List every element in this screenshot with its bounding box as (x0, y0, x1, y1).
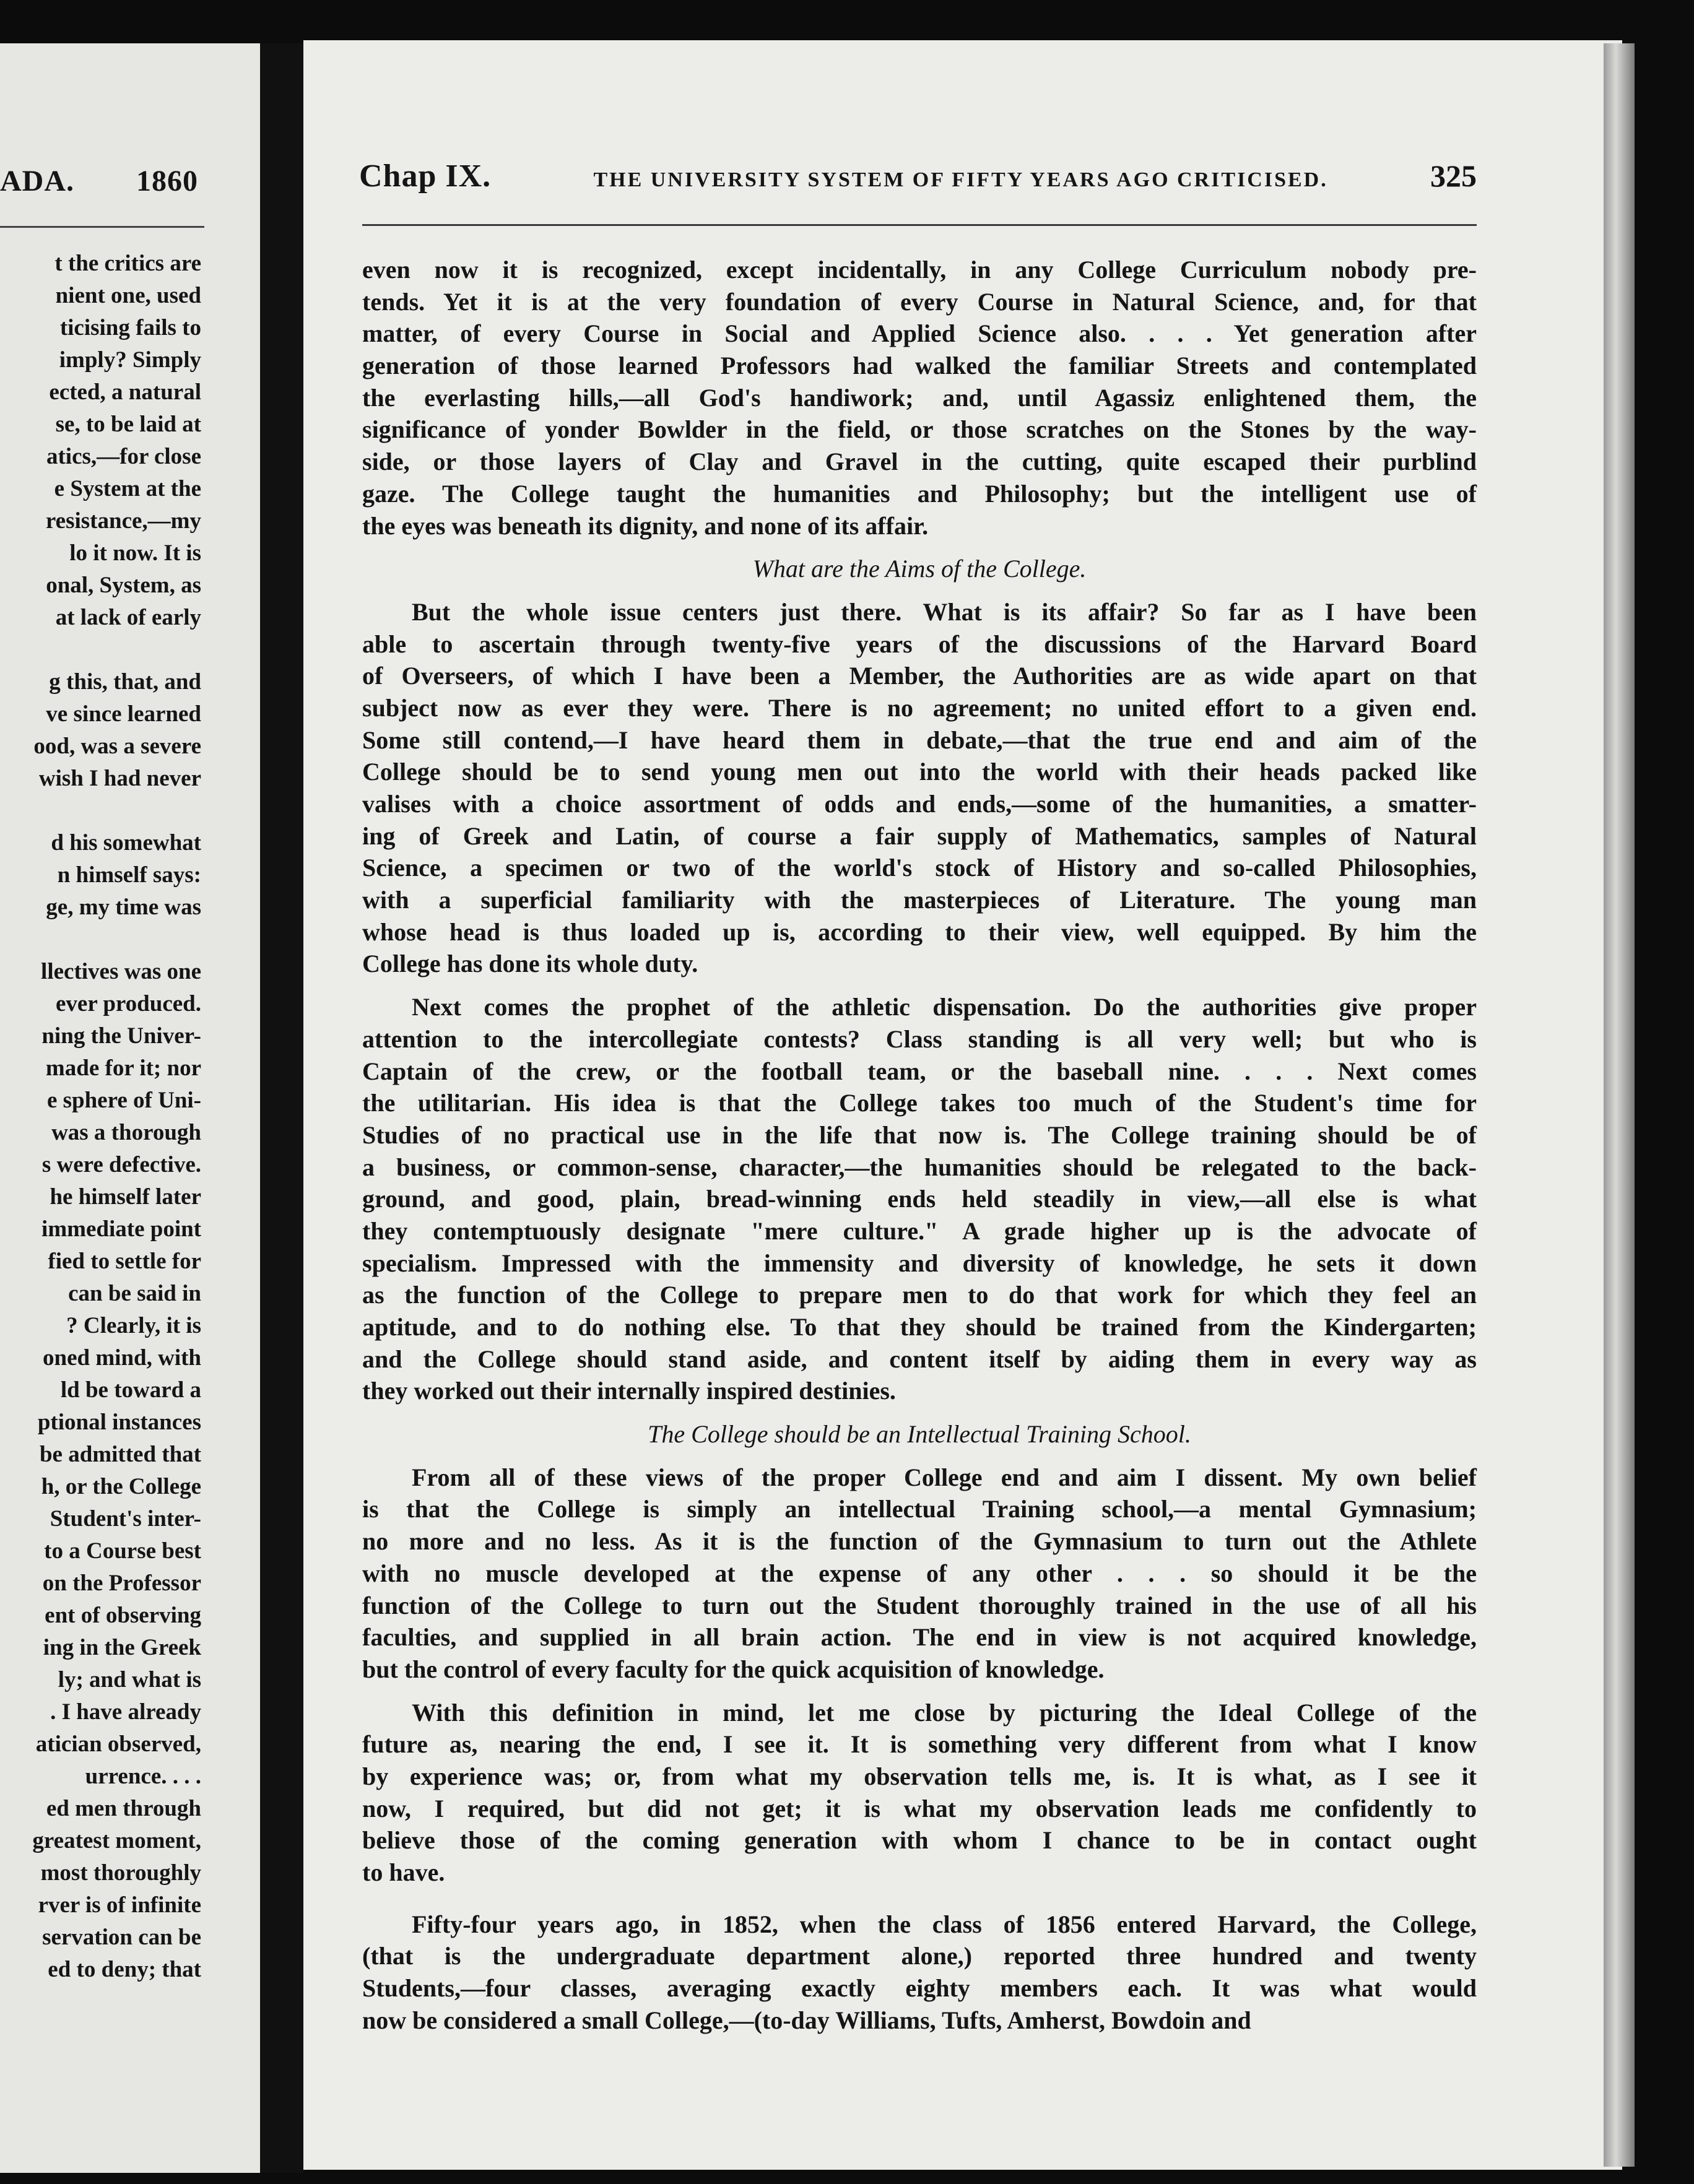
text-line: generation of those learned Professors had walked the familiar Streets and contemplated (362, 352, 1477, 380)
left-page-line: nient one, used (55, 283, 201, 308)
text-line: the everlasting hills,—all God's handiwork; and, until Agassiz enlightened them, the (362, 383, 1477, 412)
text-line: believe those of the coming generation with whom I chance to be in contact ought (362, 1826, 1477, 1855)
left-page-line: immediate point (41, 1216, 201, 1242)
left-page-line: at lack of early (55, 605, 201, 630)
text-line: College should be to send young men out into the world with their heads packed like (362, 758, 1477, 786)
text-line: significance of yonder Bowlder in the field, or those scratches on the Stones by the way- (362, 415, 1477, 444)
left-page-line: urrence. . . . (85, 1764, 201, 1789)
text-line: and the College should stand aside, and content itself by aiding them in every way as (362, 1345, 1477, 1373)
text-line: tends. Yet it is at the very foundation of every Course in Natural Science, and, for that (362, 287, 1477, 316)
left-page-line: lo it now. It is (69, 540, 201, 566)
left-page-line: n himself says: (57, 862, 201, 888)
page-number: 325 (1430, 158, 1477, 193)
left-page-line: rver is of infinite (38, 1892, 201, 1918)
left-page-line: on the Professor (42, 1571, 201, 1596)
left-page-line: onal, System, as (46, 573, 201, 598)
left-page-line: d his somewhat (51, 830, 201, 856)
paragraph (362, 254, 1477, 542)
left-page-line: Student's inter- (50, 1506, 201, 1532)
text-line: With this definition in mind, let me close by picturing the Ideal College of the (412, 1698, 1477, 1727)
left-page-line: can be said in (68, 1281, 201, 1306)
text-line: Fifty-four years ago, in 1852, when the class of 1856 entered Harvard, the College, (412, 1910, 1477, 1938)
section-heading: What are the Aims of the College. (752, 555, 1087, 583)
left-page-text (0, 248, 201, 1986)
left-page-line: made for it; nor (45, 1055, 201, 1081)
text-line: able to ascertain through twenty-five years of the discussions of the Harvard Board (362, 630, 1477, 658)
left-page-line: he himself later (50, 1184, 201, 1210)
left-page-line (0, 924, 201, 956)
text-line: they contemptuously designate "mere culture." A grade higher up is the advocate of (362, 1216, 1477, 1245)
text-line: specialism. Impressed with the immensity and diversity of knowledge, he sets it down (362, 1249, 1477, 1277)
text-line: the utilitarian. His idea is that the College takes too much of the Student's time for (362, 1089, 1477, 1117)
left-page-header-fragment: ADA. (0, 165, 74, 197)
left-page-line: e sphere of Uni- (46, 1088, 201, 1113)
text-line: to have. (362, 1858, 445, 1886)
text-line: Some still contend,—I have heard them in debate,—that the true end and aim of the (362, 726, 1477, 754)
text-line: Students,—four classes, averaging exactly eighty members each. It was what would (362, 1974, 1477, 2003)
left-page-line: resistance,—my (45, 508, 201, 534)
running-title: THE UNIVERSITY SYSTEM OF FIFTY YEARS AGO CRITICISED. (593, 168, 1328, 191)
text-line: as the function of the College to prepare men to do that work for which they feel an (362, 1281, 1477, 1309)
text-line: with no muscle developed at the expense of any other . . . so should it be the (362, 1559, 1477, 1587)
left-page-line: ent of observing (45, 1603, 201, 1628)
left-page-line: ected, a natural (49, 379, 201, 405)
text-line: subject now as ever they were. There is no agreement; no united effort to a given end. (362, 693, 1477, 722)
text-line: matter, of every Course in Social and Applied Science also. . . . Yet generation after (362, 319, 1477, 348)
text-line: of Overseers, of which I have been a Member, the Authorities are as wide apart on that (362, 662, 1477, 690)
paragraph (362, 1462, 1477, 1686)
text-line: valises with a choice assortment of odds and ends,—some of the humanities, a smatter- (362, 790, 1477, 818)
left-page-line: imply? Simply (59, 347, 201, 373)
text-line: now, I required, but did not get; it is what my observation leads me confidently to (362, 1794, 1477, 1822)
page-edge (1604, 43, 1635, 2167)
paragraph (362, 596, 1477, 980)
text-line: but the control of every faculty for the quick acquisition of knowledge. (362, 1655, 1105, 1683)
left-page-line (0, 795, 201, 827)
text-line: aptitude, and to do nothing else. To that they should be trained from the Kindergarten; (362, 1313, 1477, 1341)
text-line: faculties, and supplied in all brain action. The end in view is not acquired knowledge, (362, 1623, 1477, 1652)
left-facing-page (0, 43, 260, 2173)
left-page-line: ever produced. (55, 991, 201, 1016)
left-page-line: ve since learned (46, 701, 201, 727)
text-line: Science, a specimen or two of the world's stock of History and so-called Philosophies, (362, 854, 1477, 882)
text-line: Captain of the crew, or the football team, or the baseball nine. . . . Next comes (362, 1057, 1477, 1085)
left-page-line: be admitted that (39, 1442, 201, 1467)
chapter-label: Chap IX. (359, 158, 492, 194)
left-page-line: fied to settle for (48, 1249, 201, 1274)
text-line: (that is the undergraduate department alone,) reported three hundred and twenty (362, 1942, 1477, 1970)
left-page-line: atician observed, (35, 1731, 201, 1757)
text-line: ground, and good, plain, bread-winning ends held steadily in view,—all else is what (362, 1185, 1477, 1213)
left-page-line: ly; and what is (58, 1667, 201, 1692)
text-line: From all of these views of the proper College end and aim I dissent. My own belief (412, 1463, 1477, 1491)
left-page-header (0, 164, 198, 198)
section-heading: The College should be an Intellectual Training School. (648, 1420, 1191, 1449)
left-page-line: ld be toward a (60, 1377, 201, 1403)
left-page-line: ing in the Greek (43, 1635, 201, 1660)
left-page-line: ood, was a severe (33, 734, 201, 759)
left-page-line: wish I had never (38, 766, 201, 791)
text-line: gaze. The College taught the humanities and Philosophy; but the intelligent use of (362, 479, 1477, 508)
text-line: side, or those layers of Clay and Gravel in the cutting, quite escaped their purblind (362, 448, 1477, 476)
text-line: But the whole issue centers just there. What is its affair? So far as I have been (412, 597, 1477, 626)
left-page-line: llectives was one (41, 959, 201, 984)
left-page-line: h, or the College (41, 1474, 201, 1499)
left-page-line: s were defective. (41, 1152, 201, 1177)
text-line: College has done its whole duty. (362, 950, 698, 978)
left-page-line (0, 634, 201, 666)
paragraph (362, 1697, 1477, 1889)
header-rule (362, 224, 1477, 226)
left-page-line: e System at the (54, 476, 201, 501)
left-page-line: g this, that, and (49, 669, 201, 695)
left-page-line: to a Course best (44, 1538, 201, 1564)
text-line: function of the College to turn out the Student thoroughly trained in the use of all his (362, 1591, 1477, 1619)
left-page-line: t the critics are (54, 251, 201, 276)
left-page-line: most thoroughly (40, 1860, 201, 1886)
left-page-line: ticising fails to (59, 315, 201, 340)
paragraph (362, 1909, 1477, 2037)
text-line: they worked out their internally inspired destinies. (362, 1377, 896, 1405)
left-page-line: ? Clearly, it is (66, 1313, 201, 1338)
left-page-line: atics,—for close (46, 444, 201, 469)
left-page-line: oned mind, with (43, 1345, 201, 1371)
text-line: now be considered a small College,—(to-day Williams, Tufts, Amherst, Bowdoin and (362, 2006, 1251, 2034)
text-line: future as, nearing the end, I see it. It is something very different from what I know (362, 1730, 1477, 1759)
text-line: no more and no less. As it is the function of the Gymnasium to turn out the Athlete (362, 1527, 1477, 1556)
left-page-rule (0, 226, 204, 228)
left-page-line: servation can be (42, 1925, 201, 1950)
body-text (362, 254, 1477, 2036)
text-line: ing of Greek and Latin, of course a fair supply of Mathematics, samples of Natural (362, 821, 1477, 850)
text-line: Studies of no practical use in the life that now is. The College training should be of (362, 1120, 1477, 1149)
text-line: even now it is recognized, except incidentally, in any College Curriculum nobody pre- (362, 256, 1477, 284)
left-page-line: se, to be laid at (55, 412, 201, 437)
text-line: is that the College is simply an intellectual Training school,—a mental Gymnasium; (362, 1495, 1477, 1523)
left-page-line: was a thorough (51, 1120, 201, 1145)
text-line: a business, or common-sense, character,—the humanities should be relegated to the back- (362, 1153, 1477, 1181)
left-page-line: ed to deny; that (48, 1957, 201, 1982)
text-line: the eyes was beneath its dignity, and none of its affair. (362, 511, 929, 540)
left-page-number: 1860 (136, 165, 198, 197)
left-page-line: ning the Univer- (41, 1023, 201, 1049)
text-line: by experience was; or, from what my observation tells me, is. It is what, as I see it (362, 1762, 1477, 1790)
text-line: Next comes the prophet of the athletic dispensation. Do the authorities give proper (412, 993, 1477, 1021)
text-line: attention to the intercollegiate contests? Class standing is all very well; but who is (362, 1025, 1477, 1053)
left-page-line: ed men through (46, 1796, 201, 1821)
page-header (359, 158, 1477, 201)
paragraph (362, 991, 1477, 1407)
text-line: whose head is thus loaded up is, according to their view, well equipped. By him the (362, 917, 1477, 946)
left-page-line: ptional instances (37, 1410, 201, 1435)
left-page-line: greatest moment, (32, 1828, 201, 1853)
left-page-line: . I have already (50, 1699, 201, 1725)
left-page-line: ge, my time was (46, 895, 201, 920)
text-line: with a superficial familiarity with the masterpieces of Literature. The young man (362, 886, 1477, 914)
book-gutter (260, 43, 303, 2173)
